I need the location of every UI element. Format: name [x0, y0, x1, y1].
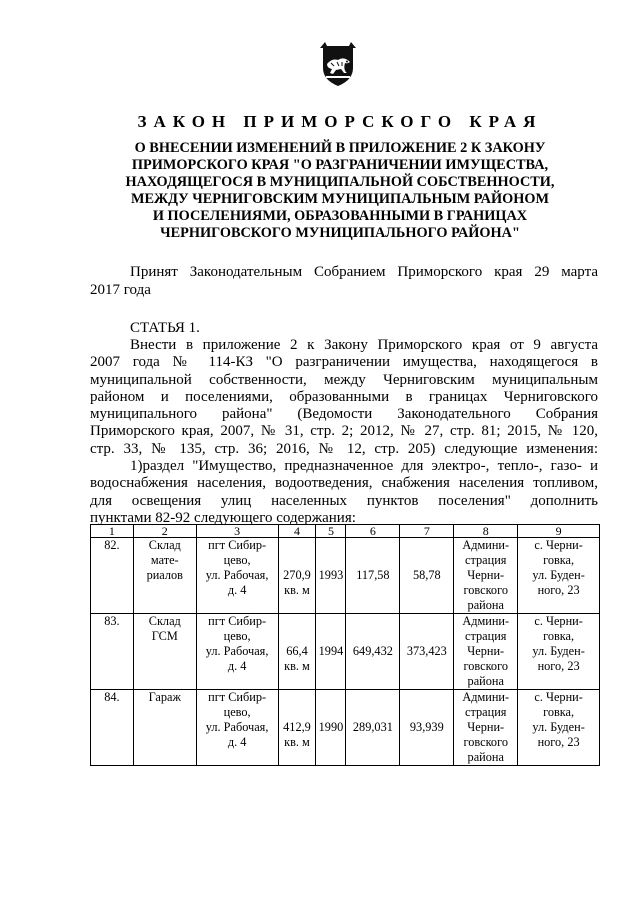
cell-line: ул. Буден- — [532, 720, 585, 734]
law-title: ЗАКОН ПРИМОРСКОГО КРАЯ — [137, 112, 543, 131]
cell-line: страция — [465, 629, 507, 643]
column-header: 1 — [91, 525, 134, 538]
cell-line: кв. м — [284, 735, 310, 749]
paragraph-line: 1)раздел "Имущество, предназначенное для электро-, тепло-, газо- и — [130, 458, 598, 474]
article-heading: СТАТЬЯ 1. — [130, 320, 200, 336]
paragraph-line: 2007 года № 114-КЗ "О разграничении имущества, находящегося в — [90, 354, 598, 371]
paragraph-line: стр. 33, № 135, стр. 36; 2016, № 12, стр. 205) следующие изменения: — [90, 440, 598, 457]
cell-line: д. 4 — [227, 583, 247, 597]
cell-line: Черни- — [467, 644, 505, 658]
subtitle-line: ПРИМОРСКОГО КРАЯ "О РАЗГРАНИЧЕНИИ ИМУЩЕСТВА, — [131, 157, 549, 173]
table-row — [91, 614, 600, 690]
cell-line: кв. м — [284, 659, 310, 673]
cell-line: 412,9 — [283, 720, 311, 734]
cell-line: страция — [465, 705, 507, 719]
residual-value-cell: 58,78 — [400, 538, 454, 614]
cell-line: с. Черни- — [534, 614, 583, 628]
residual-value-cell: 93,939 — [400, 690, 454, 766]
paragraph-line: районом и поселениями, образованными в границах Черниговского — [90, 388, 598, 405]
cell-line: ного, 23 — [537, 583, 580, 597]
book-value-cell: 117,58 — [346, 538, 400, 614]
column-header: 6 — [346, 525, 400, 538]
cell-line: пгт Сибир- — [208, 690, 267, 704]
area-cell — [278, 690, 316, 766]
cell-line: 66,4 — [286, 644, 308, 658]
paragraph-line: Внести в приложение 2 к Закону Приморского края от 9 августа — [130, 337, 598, 353]
column-header: 9 — [518, 525, 600, 538]
paragraph-line: пунктами 82-92 следующего содержания: — [90, 509, 356, 526]
cell-line: страция — [465, 553, 507, 567]
subtitle-line: О ВНЕСЕНИИ ИЗМЕНЕНИЙ В ПРИЛОЖЕНИЕ 2 К ЗАКОНУ — [134, 140, 546, 156]
cell-line: риалов — [146, 568, 183, 582]
residual-value-cell: 373,423 — [400, 614, 454, 690]
row-number-cell: 82. — [91, 538, 134, 614]
cell-line: Гараж — [148, 690, 181, 704]
cell-line: Черни- — [467, 720, 505, 734]
cell-line: ного, 23 — [537, 659, 580, 673]
cell-line: района — [467, 598, 504, 612]
paragraph-line: водоснабжения населения, водоотведения, снабжения населения топливом, — [90, 475, 598, 492]
law-subtitle — [100, 140, 580, 242]
subtitle-line: ЧЕРНИГОВСКОГО МУНИЦИПАЛЬНОГО РАЙОНА" — [160, 225, 520, 241]
column-header: 3 — [196, 525, 278, 538]
subtitle-line: НАХОДЯЩЕГОСЯ В МУНИЦИПАЛЬНОЙ СОБСТВЕННОСТИ, — [125, 174, 555, 190]
cell-line: говского — [463, 659, 508, 673]
year-cell: 1994 — [316, 614, 346, 690]
paragraph-line: Приморского края, 2007, № 31, стр. 2; 2012, № 27, стр. 81; 2015, № 120, — [90, 423, 598, 440]
adoption-line: 2017 года — [90, 282, 151, 298]
area-cell — [278, 614, 316, 690]
cell-line: д. 4 — [227, 735, 247, 749]
current-holder-cell — [454, 538, 518, 614]
cell-line: ул. Рабочая, — [205, 568, 269, 582]
address-cell — [196, 614, 278, 690]
cell-line: Черни- — [467, 568, 505, 582]
cell-line: ул. Буден- — [532, 568, 585, 582]
paragraph-line: муниципального района" (Ведомости Законодательного Собрания — [90, 406, 598, 423]
cell-line: с. Черни- — [534, 690, 583, 704]
cell-line: Склад — [148, 538, 181, 552]
column-header: 8 — [454, 525, 518, 538]
recipient-address-cell — [518, 538, 600, 614]
address-cell — [196, 690, 278, 766]
cell-line: ул. Рабочая, — [205, 644, 269, 658]
year-cell: 1990 — [316, 690, 346, 766]
paragraph-line: муниципальной собственности, между Черниговским муниципальным — [90, 371, 598, 388]
cell-line: мате- — [150, 553, 179, 567]
row-number-cell: 83. — [91, 614, 134, 690]
book-value-cell: 649,432 — [346, 614, 400, 690]
adoption-note — [90, 263, 598, 299]
property-name-cell — [133, 690, 196, 766]
cell-line: пгт Сибир- — [208, 614, 267, 628]
column-header: 7 — [400, 525, 454, 538]
cell-line: цево, — [223, 553, 251, 567]
area-cell — [278, 538, 316, 614]
article-paragraph-2 — [90, 458, 598, 527]
cell-line: говка, — [543, 629, 575, 643]
row-number-cell: 84. — [91, 690, 134, 766]
cell-line: говка, — [543, 553, 575, 567]
primorsky-coat-of-arms-icon — [318, 42, 358, 88]
subtitle-line: МЕЖДУ ЧЕРНИГОВСКИМ МУНИЦИПАЛЬНЫМ РАЙОНОМ — [131, 191, 549, 207]
table-header-row — [91, 525, 600, 538]
table-row — [91, 538, 600, 614]
cell-line: ул. Рабочая, — [205, 720, 269, 734]
property-name-cell — [133, 538, 196, 614]
cell-line: района — [467, 674, 504, 688]
cell-line: 270,9 — [283, 568, 311, 582]
cell-line: говского — [463, 583, 508, 597]
cell-line: д. 4 — [227, 659, 247, 673]
table-row — [91, 690, 600, 766]
cell-line: Склад — [148, 614, 181, 628]
cell-line: цево, — [223, 705, 251, 719]
property-table — [90, 524, 600, 766]
adoption-line: Принят Законодательным Собранием Приморского края 29 марта — [130, 264, 598, 280]
cell-line: ул. Буден- — [532, 644, 585, 658]
year-cell: 1993 — [316, 538, 346, 614]
article-paragraph-1 — [90, 337, 598, 458]
cell-line: кв. м — [284, 583, 310, 597]
recipient-address-cell — [518, 614, 600, 690]
cell-line: ного, 23 — [537, 735, 580, 749]
book-value-cell: 289,031 — [346, 690, 400, 766]
recipient-address-cell — [518, 690, 600, 766]
cell-line: говского — [463, 735, 508, 749]
cell-line: Админи- — [462, 690, 510, 704]
cell-line: цево, — [223, 629, 251, 643]
cell-line: пгт Сибир- — [208, 538, 267, 552]
current-holder-cell — [454, 614, 518, 690]
property-name-cell — [133, 614, 196, 690]
column-header: 4 — [278, 525, 316, 538]
cell-line: района — [467, 750, 504, 764]
cell-line: Админи- — [462, 538, 510, 552]
cell-line: с. Черни- — [534, 538, 583, 552]
property-table-body — [91, 525, 600, 766]
cell-line: ГСМ — [151, 629, 178, 643]
paragraph-line: для освещения улиц населенных пунктов поселения" дополнить — [90, 492, 598, 509]
cell-line: Админи- — [462, 614, 510, 628]
cell-line: говка, — [543, 705, 575, 719]
column-header: 5 — [316, 525, 346, 538]
column-header: 2 — [133, 525, 196, 538]
current-holder-cell — [454, 690, 518, 766]
address-cell — [196, 538, 278, 614]
subtitle-line: И ПОСЕЛЕНИЯМИ, ОБРАЗОВАННЫМИ В ГРАНИЦАХ — [152, 208, 528, 224]
